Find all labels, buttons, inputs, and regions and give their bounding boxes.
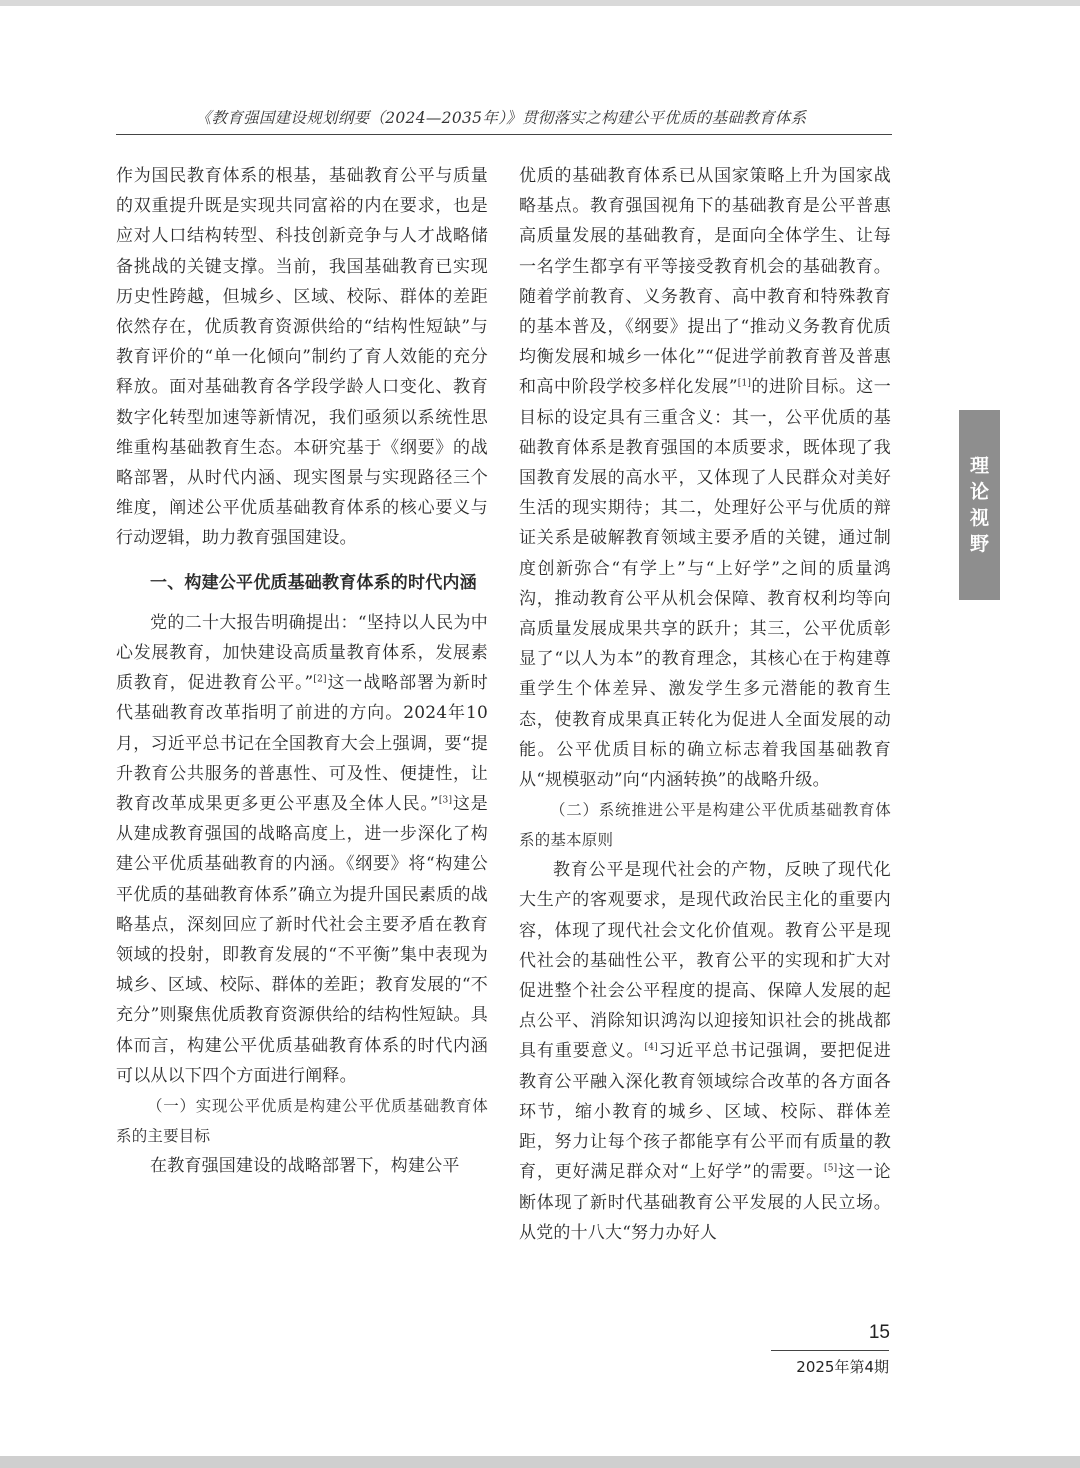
citation-ref: [3] — [438, 795, 453, 806]
paragraph-text: 这一论断体现了新时代基础教育公平发展的人民立场。从党的十八大“努力办好人 — [519, 1162, 891, 1243]
side-tab-char: 野 — [969, 533, 989, 555]
section-heading: 一、构建公平优质基础教育体系的时代内涵 — [150, 572, 477, 593]
side-tab-char: 论 — [969, 481, 989, 503]
citation-ref: [4] — [644, 1042, 658, 1053]
paragraph-text: 这一战略部署为新时代基础教育改革指明了前进的方向。2024年10月，习近平总书记在全国教育大会上强调，要“提升教育公共服务的普惠性、可及性、便捷性，让教育改革成果更多更公平惠及全体人民。” — [116, 673, 488, 815]
paragraph-text: 的进阶目标。这一目标的设定具有三重含义：其一，公平优质的基础教育体系是教育强国的本质要求，既体现了我国教育发展的高水平，又体现了人民群众对美好生活的现实期待；其二，处理好公平与优质的辩证关系是破解教育领域主要矛盾的关键，通过制度创新弥合“有学上”与“上好学”之间的质量鸿沟，推动教育公平从机会保障、教育权利均等向高质量发展成果共享的跃升；其三，公平优质彰显了“以人为本”的教育理念，其核心在于构建尊重学生个体差异、激发学生多元潜能的教育生态，使教育成果真正转化为促进人全面发展的动能。公平优质目标的确立标志着我国基础教育从“规模驱动”向“内涵转换”的战略升级。 — [519, 377, 891, 791]
right-column — [519, 161, 891, 1248]
paragraph-text: 教育公平是现代社会的产物，反映了现代化大生产的客观要求，是现代政治民主化的重要内容，体现了现代社会文化价值观。教育公平是现代社会的基础性公平，教育公平的实现和扩大对促进整个社会公平程度的提高、保障人发展的起点公平、消除知识鸿沟以迎接知识社会的挑战都具有重要意义。 — [519, 860, 891, 1062]
section-side-tab — [959, 410, 1000, 600]
subsection-heading: （二）系统推进公平是构建公平优质基础教育体系的基本原则 — [519, 801, 891, 850]
issue-label: 2025年第4期 — [796, 1358, 889, 1376]
running-head: 《教育强国建设规划纲要（2024—2035年）》贯彻落实之构建公平优质的基础教育体系 — [195, 109, 807, 127]
paragraph: 在教育强国建设的战略部署下，构建公平 — [150, 1156, 460, 1177]
citation-ref: [2] — [313, 674, 327, 685]
citation-ref: [1] — [737, 378, 752, 389]
paragraph — [519, 855, 891, 1248]
footer-rule — [771, 1350, 889, 1351]
left-column — [116, 161, 488, 1181]
paragraph: 作为国民教育体系的根基，基础教育公平与质量的双重提升既是实现共同富裕的内在要求，也是应对人口结构转型、科技创新竞争与人才战略储备挑战的关键支撑。当前，我国基础教育已实现历史性跨越，但城乡、区域、校际、群体的差距依然存在，优质教育资源供给的“结构性短缺”与教育评价的“单一化倾向”制约了育人效能的充分释放。面对基础教育各学段学龄人口变化、教育数字化转型加速等新情况，我们亟须以系统性思维重构基础教育生态。本研究基于《纲要》的战略部署，从时代内涵、现实图景与实现路径三个维度，阐述公平优质基础教育体系的核心要义与行动逻辑，助力教育强国建设。 — [116, 166, 488, 549]
paragraph-text: 党的二十大报告明确提出：“坚持以人民为中心发展教育，加快建设高质量教育体系，发展素质教育，促进教育公平。” — [116, 612, 488, 694]
paragraph-text: 这是从建成教育强国的战略高度上，进一步深化了构建公平优质基础教育的内涵。《纲要》将“构建公平优质的基础教育体系”确立为提升国民素质的战略基点，深刻回应了新时代社会主要矛盾在教育领域的投射，即教育发展的“不平衡”集中表现为城乡、区域、校际、群体的差距；教育发展的“不充分”则聚焦优质教育资源供给的结构性短缺。具体而言，构建公平优质基础教育体系的时代内涵可以从以下四个方面进行阐释。 — [116, 794, 488, 1086]
page-number: 15 — [868, 1322, 890, 1343]
paragraph — [116, 608, 488, 1091]
bottom-band — [0, 1456, 1080, 1468]
side-tab-char: 视 — [969, 507, 989, 529]
top-band — [0, 0, 1080, 6]
paragraph-text: 习近平总书记强调，要把促进教育公平融入深化教育领域综合改革的各方面各环节，缩小教育的城乡、区域、校际、群体差距，努力让每个孩子都能享有公平而有质量的教育，更好满足群众对“上好学”的需要。 — [519, 1041, 891, 1183]
subsection-heading: （一）实现公平优质是构建公平优质基础教育体系的主要目标 — [116, 1097, 488, 1146]
paragraph — [519, 161, 891, 795]
header-rule — [116, 134, 892, 135]
side-tab-char: 理 — [969, 455, 989, 477]
citation-ref: [5] — [824, 1163, 838, 1174]
paragraph-text: 优质的基础教育体系已从国家策略上升为国家战略基点。教育强国视角下的基础教育是公平普惠高质量发展的基础教育，是面向全体学生、让每一名学生都享有平等接受教育机会的基础教育。随着学前教育、义务教育、高中教育和特殊教育的基本普及，《纲要》提出了“推动义务教育优质均衡发展和城乡一体化”“促进学前教育普及普惠和高中阶段学校多样化发展” — [519, 166, 891, 398]
